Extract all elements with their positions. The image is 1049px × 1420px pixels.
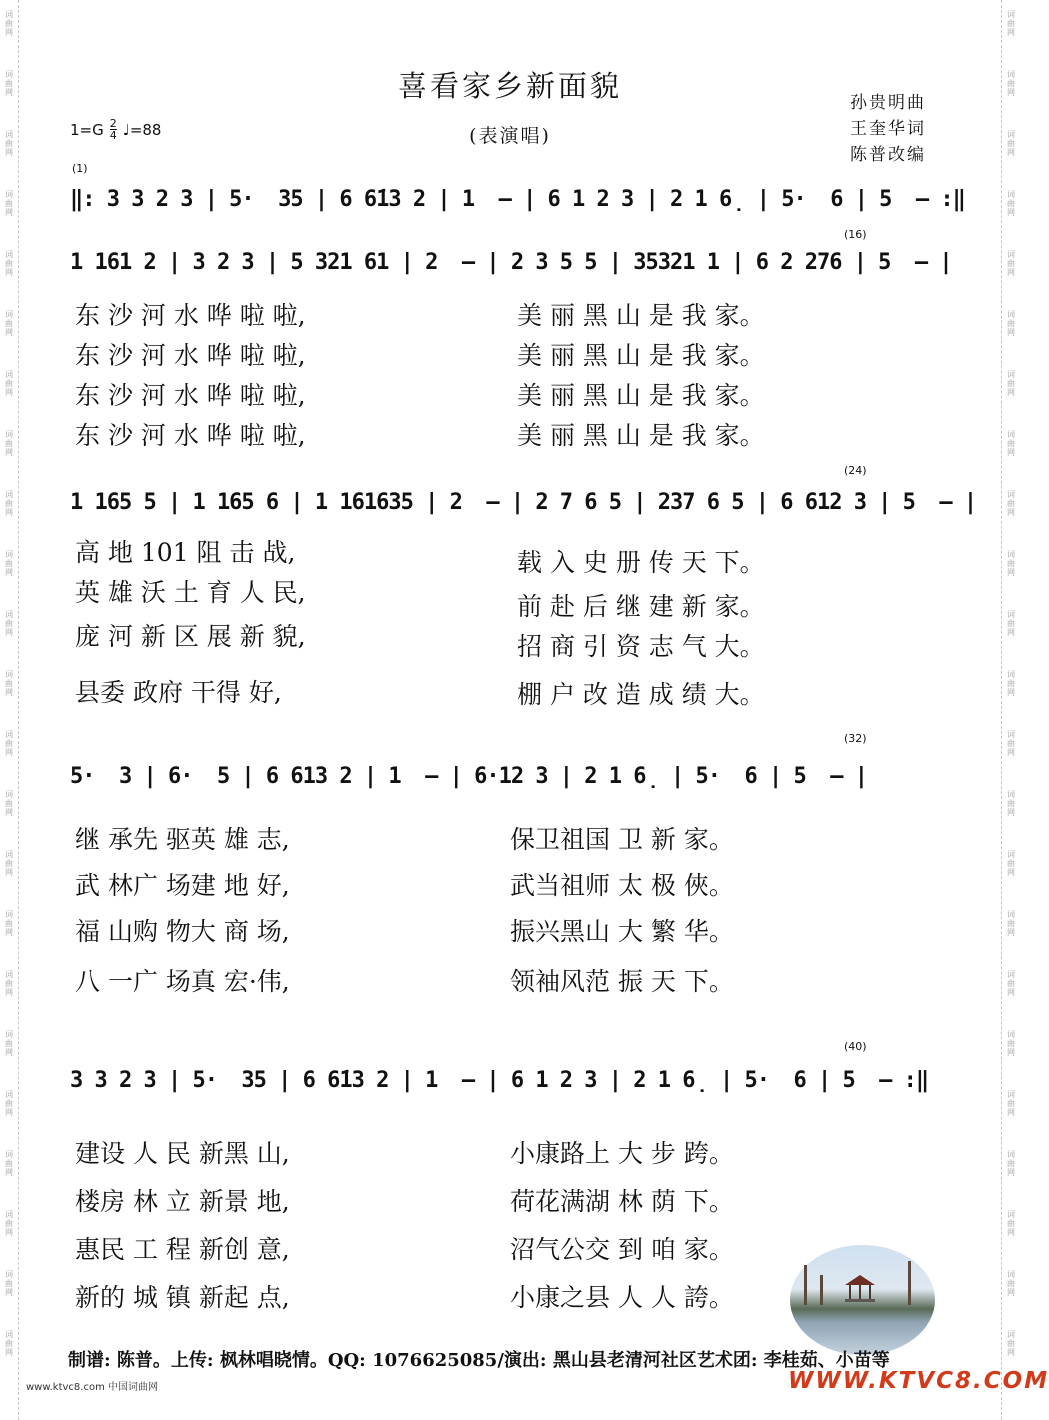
staff-line-4: 5· 3 | 6· 5 | 6 613 2 | 1 – | 6·12 3 | 2 1 6̣ | 5· 6 | 5 – | — [70, 764, 867, 789]
lyric-line: 东 沙 河 水 哗 啦 啦, — [75, 421, 306, 450]
lyric-line: 荷花满湖 林 荫 下。 — [510, 1187, 734, 1216]
watermark-text: 词曲网 — [1007, 610, 1015, 637]
lyric-line: 楼房 林 立 新景 地, — [75, 1187, 290, 1216]
lyric-line: 美 丽 黑 山 是 我 家。 — [517, 301, 765, 330]
watermark-text: 词曲网 — [1007, 1030, 1015, 1057]
watermark-text: 词曲网 — [1007, 1270, 1015, 1297]
watermark-text: 词曲网 — [1007, 790, 1015, 817]
lyric-line: 惠民 工 程 新创 意, — [75, 1235, 290, 1264]
watermark-text: 词曲网 — [5, 310, 13, 337]
watermark-text: 词曲网 — [5, 910, 13, 937]
staff-line-3: 1 165 5 | 1 165 6 | 1 161635 | 2 – | 2 7 6 5 | 237 6 5 | 6 612 3 | 5 – | — [70, 490, 977, 515]
measure-number: (1) — [72, 162, 88, 175]
lyric-line: 福 山购 物大 商 场, — [75, 917, 290, 946]
measure-number: (16) — [844, 228, 867, 241]
tree-trunk — [804, 1265, 807, 1305]
composer-credit: 孙贵明曲 — [850, 93, 926, 113]
watermark-text: 词曲网 — [5, 790, 13, 817]
pavilion-photo — [790, 1245, 935, 1355]
watermark-text: 词曲网 — [5, 1210, 13, 1237]
arranger-credit: 陈普改编 — [850, 145, 926, 165]
watermark-text: 词曲网 — [1007, 970, 1015, 997]
credits — [850, 90, 926, 168]
watermark-text: 词曲网 — [1007, 250, 1015, 277]
lyric-line: 美 丽 黑 山 是 我 家。 — [517, 381, 765, 410]
staff-line-5: 3 3 2 3 | 5· 35 | 6 6̇13 2 | 1 – | 6 1 2 3 | 2 1 6̣ | 5· 6 | 5 – :‖ — [70, 1068, 929, 1093]
watermark-text: 词曲网 — [5, 1090, 13, 1117]
left-watermark-strip — [0, 0, 19, 1420]
lyric-line: 振兴黑山 大 繁 华。 — [510, 917, 734, 946]
watermark-text: 词曲网 — [1007, 490, 1015, 517]
right-watermark-strip — [1001, 0, 1020, 1420]
lyric-line: 县委 政府 干得 好, — [75, 678, 282, 707]
watermark-text: 词曲网 — [1007, 550, 1015, 577]
staff-line-2: 1 161 2 | 3 2 3 | 5 321 61 | 2 – | 2 3 5 5 | 35321 1 | 6 2 276 | 5 – | — [70, 250, 952, 275]
watermark-text: 词曲网 — [1007, 10, 1015, 37]
watermark-text: 词曲网 — [5, 190, 13, 217]
footer-credits: 制谱: 陈普。上传: 枫林唱晓情。QQ: 1076625085/演出: 黑山县老清河社区艺术团: 李桂茹、小苗等 — [68, 1350, 890, 1371]
lyric-line: 沼气公交 到 咱 家。 — [510, 1235, 734, 1264]
lyric-line: 东 沙 河 水 哗 啦 啦, — [75, 301, 306, 330]
lyric-line: 招 商 引 资 志 气 大。 — [517, 632, 765, 661]
watermark-text: 词曲网 — [5, 970, 13, 997]
lyric-line: 建设 人 民 新黑 山, — [75, 1139, 290, 1168]
watermark-text: 词曲网 — [1007, 130, 1015, 157]
watermark-text: 词曲网 — [5, 70, 13, 97]
watermark-text: 词曲网 — [5, 730, 13, 757]
lyric-line: 东 沙 河 水 哗 啦 啦, — [75, 381, 306, 410]
time-signature — [110, 118, 117, 141]
measure-number: (40) — [844, 1040, 867, 1053]
song-subtitle: (表演唱) — [469, 125, 551, 147]
lyric-line: 武 林广 场建 地 好, — [75, 871, 290, 900]
watermark-text: 词曲网 — [1007, 670, 1015, 697]
watermark-text: 词曲网 — [5, 430, 13, 457]
time-top: 2 — [109, 117, 117, 130]
measure-number: (24) — [844, 464, 867, 477]
lyric-line: 继 承先 驱英 雄 志, — [75, 825, 290, 854]
song-title: 喜看家乡新面貌 — [397, 69, 622, 103]
watermark-text: 词曲网 — [5, 1330, 13, 1357]
watermark-text: 词曲网 — [1007, 730, 1015, 757]
lyric-line: 棚 户 改 造 成 绩 大。 — [517, 680, 765, 709]
watermark-text: 词曲网 — [5, 10, 13, 37]
lyric-line: 领袖风范 振 天 下。 — [510, 967, 734, 996]
watermark-text: 词曲网 — [1007, 1330, 1015, 1357]
watermark-text: 词曲网 — [5, 850, 13, 877]
tempo-label: ♩=88 — [122, 120, 162, 139]
watermark-text: 词曲网 — [5, 130, 13, 157]
staff-line-1: ‖: 3 3 2 3 | 5· 35 | 6 6̇13 2 | 1 – | 6 1 2 3 | 2 1 6̣ | 5· 6 | 5 – :‖ — [70, 187, 965, 212]
lyric-line: 高 地 101 阻 击 战, — [75, 538, 296, 567]
watermark-text: 词曲网 — [5, 370, 13, 397]
measure-number: (32) — [844, 732, 867, 745]
watermark-text: 词曲网 — [5, 550, 13, 577]
watermark-text: 词曲网 — [5, 670, 13, 697]
lyric-line: 保卫祖国 卫 新 家。 — [510, 825, 734, 854]
lyric-line: 美 丽 黑 山 是 我 家。 — [517, 421, 765, 450]
lyric-line: 英 雄 沃 土 育 人 民, — [75, 578, 306, 607]
lyric-line: 武当祖师 太 极 俠。 — [510, 871, 734, 900]
watermark-text: 词曲网 — [5, 610, 13, 637]
watermark-text: 词曲网 — [1007, 910, 1015, 937]
watermark-text: 词曲网 — [1007, 310, 1015, 337]
key-signature — [70, 118, 161, 141]
lyric-line: 新的 城 镇 新起 点, — [75, 1283, 290, 1312]
watermark-text: 词曲网 — [1007, 190, 1015, 217]
watermark-text: 词曲网 — [5, 250, 13, 277]
key-label: 1=G — [70, 120, 104, 139]
watermark-text: 词曲网 — [1007, 1150, 1015, 1177]
lyric-line: 八 一广 场真 宏·伟, — [75, 967, 290, 996]
lyric-line: 前 赴 后 继 建 新 家。 — [517, 592, 765, 621]
lyric-line: 东 沙 河 水 哗 啦 啦, — [75, 341, 306, 370]
watermark-text: 词曲网 — [5, 1270, 13, 1297]
lyric-line: 美 丽 黑 山 是 我 家。 — [517, 341, 765, 370]
lyric-line: 小康之县 人 人 誇。 — [510, 1283, 734, 1312]
lyric-line: 载 入 史 册 传 天 下。 — [517, 548, 765, 577]
lyric-line: 庞 河 新 区 展 新 貌, — [75, 622, 306, 651]
lyric-line: 小康路上 大 步 跨。 — [510, 1139, 734, 1168]
watermark-text: 词曲网 — [1007, 850, 1015, 877]
watermark-text: 词曲网 — [1007, 1210, 1015, 1237]
time-bottom: 4 — [109, 129, 117, 142]
site-logo[interactable]: WWW.KTVC8.COM — [788, 1368, 1049, 1394]
watermark-text: 词曲网 — [5, 490, 13, 517]
tree-trunk — [908, 1261, 911, 1305]
watermark-text: 词曲网 — [1007, 1090, 1015, 1117]
watermark-text: 词曲网 — [5, 1150, 13, 1177]
watermark-text: 词曲网 — [1007, 430, 1015, 457]
lyricist-credit: 王奎华词 — [850, 119, 926, 139]
watermark-text: 词曲网 — [1007, 370, 1015, 397]
pavilion-icon — [845, 1273, 875, 1305]
watermark-text: 词曲网 — [5, 1030, 13, 1057]
site-url-left[interactable]: www.ktvc8.com 中国词曲网 — [26, 1382, 159, 1393]
watermark-text: 词曲网 — [1007, 70, 1015, 97]
tree-trunk — [820, 1275, 823, 1305]
